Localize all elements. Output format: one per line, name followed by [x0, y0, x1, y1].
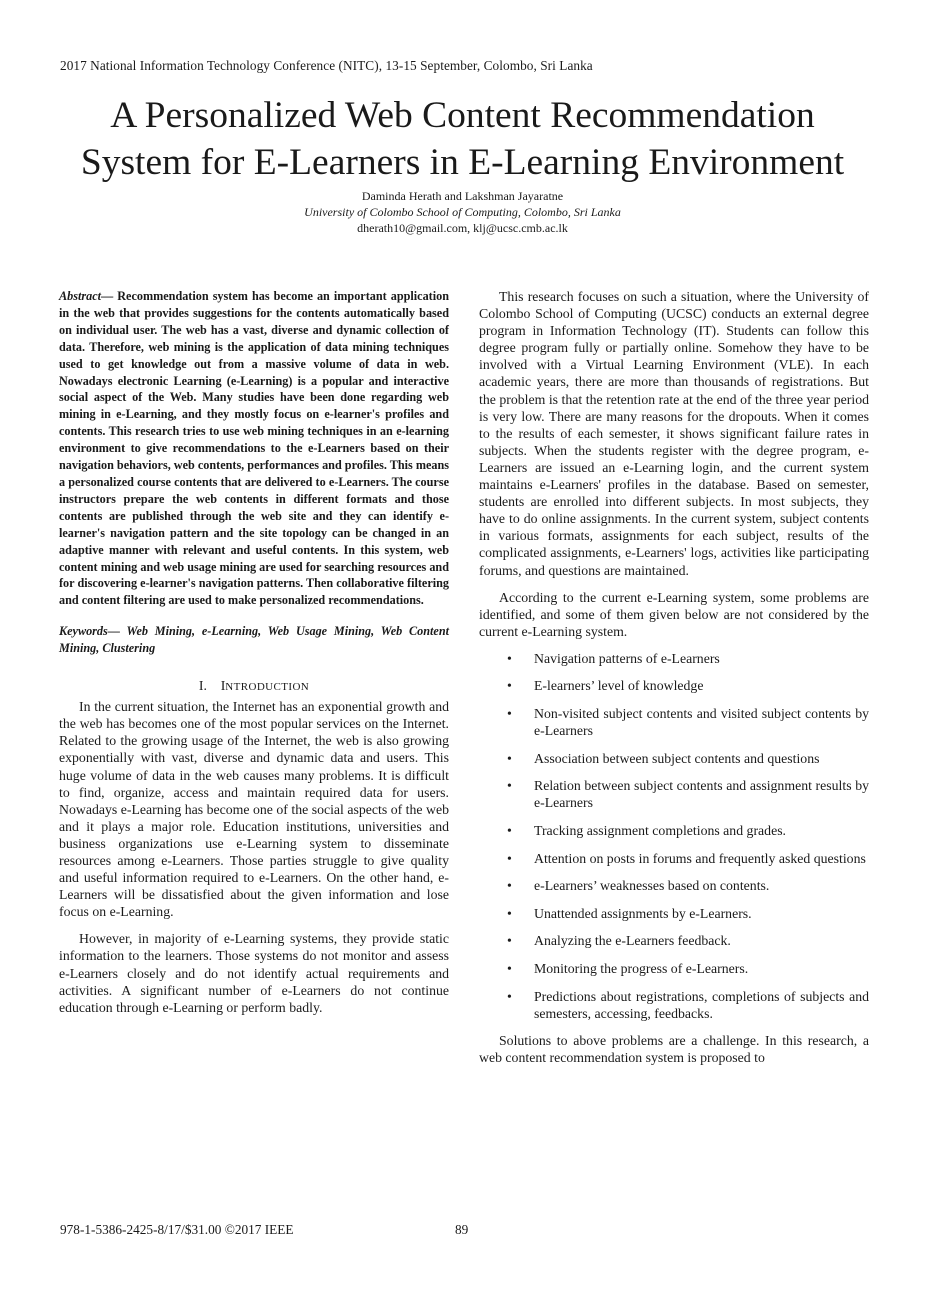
right-column [479, 288, 869, 1066]
section-number: I. [198, 678, 207, 694]
authors: Daminda Herath and Lakshman Jayaratne [361, 189, 564, 203]
list-item: • Navigation patterns of e-Learners [507, 650, 720, 666]
list-item: • Tracking assignment completions and grades. [507, 823, 787, 839]
title-line-2: System for E-Learners in E-Learning Environment [80, 142, 845, 183]
list-item: • Attention on posts in forums and frequently asked questions [507, 850, 866, 866]
list-item: • Association between subject contents and questions [507, 750, 820, 766]
emails: dherath10@gmail.com, klj@ucsc.cmb.ac.lk [357, 221, 568, 235]
list-item: • Unattended assignments by e-Learners. [507, 905, 752, 921]
abstract [59, 288, 449, 609]
right-paragraph-2: According to the current e-Learning system, some problems are identified, and some of them given below are not considered by the current e-Learning system. [479, 589, 869, 639]
keywords-label: Keywords [59, 624, 108, 639]
title-line-1: A Personalized Web Content Recommendation [110, 95, 815, 136]
left-column [59, 288, 449, 1016]
list-item: • Non-visited subject contents and visited subject contents by e-Learners [507, 706, 869, 739]
bullet-icon: • [507, 878, 512, 894]
problem-list [479, 650, 869, 1022]
bullet-icon: • [507, 961, 512, 976]
list-item: • E-learners’ level of knowledge [507, 678, 704, 694]
conference-header: 2017 National Information Technology Conference (NITC), 13-15 September, Colombo, Sri Lanka [60, 58, 593, 73]
list-item: • Analyzing the e-Learners feedback. [507, 933, 731, 949]
author-block [0, 188, 925, 236]
bullet-icon: • [507, 823, 512, 839]
paper-title [0, 92, 925, 186]
intro-paragraph-2: However, in majority of e-Learning systems, they provide static information to the learners. Those systems do not monitor and assess e-Learners closely and do not identify actual requirements and activities. A significant number of e-Learners do not continue education through e-Learning or perform badly. [59, 931, 449, 1015]
abstract-text: — Recommendation system has become an important application in the web that provides suggestions for the contents automatically based on individual user. The web has a vast, diverse and dynamic collection of data. Therefore, web mining is the application of data mining techniques used to get knowledge out from a massive volume of data in web. Nowadays electronic Learning (e-Learning) is a popular and interactive social aspect of the Web. Many studies have been done regarding web mining in e-Learning, and they mostly focus on e-learner's profiles and contents. This research tries to use web mining techniques in an e-learning environment to give recommendations to the e-Learners based on their navigation behaviors, web contents, performances and profiles. This means a personalized course contents that are delivered to e-Learners. The course instructors prepare the web contents in different formats and those contents are published through the web site and they can identify e-learner's navigation pattern and the site topology can be changed in an adaptive manner with relevant and useful contents. In this system, web content mining and web usage mining are used for searching resources and for discovering e-learner's navigation patterns. Then collaborative filtering and content filtering are used to make personalized recommendations. [59, 289, 449, 608]
intro-paragraph-1: In the current situation, the Internet has an exponential growth and the web has becomes one of the most popular services on the Internet. Related to the growing usage of the Internet, the web is also growing exponentially with vast, diverse and dynamic data and users. This huge volume of data in the web causes many problems. It is difficult to find, organize, access and maintain required data for users. Nowadays e-Learning has become one of the social aspects of the web and it plays a major role. Education institutions, universities and business organizations use e-Learning system to disseminate resources among e-Learners. Those parties struggle to give quality and useful information required to e-Learners. On the other hand, e-Learners will be dissatisfied about the given information and lose focus on e-Learning. [59, 699, 449, 920]
list-item: • Relation between subject contents and assignment results by e-Learners [507, 778, 869, 811]
list-item: • e-Learners’ weaknesses based on contents. [507, 878, 770, 894]
list-item: • Predictions about registrations, completions of subjects and semesters, accessing, feedbacks. [507, 988, 869, 1021]
section-heading-introduction [59, 677, 449, 696]
bullet-icon: • [507, 778, 512, 794]
list-item: • Monitoring the progress of e-Learners. [507, 961, 749, 976]
bullet-icon: • [507, 988, 512, 1004]
section-initial: I [220, 678, 226, 694]
bullet-icon: • [507, 933, 512, 949]
page-number: 89 [455, 1222, 469, 1237]
bullet-icon: • [507, 706, 512, 722]
bullet-icon: • [507, 650, 512, 666]
bullet-icon: • [507, 678, 512, 694]
keywords-text: — Web Mining, e-Learning, Web Usage Mining, Web Content Mining, Clustering [59, 624, 449, 656]
affiliation: University of Colombo School of Computing, Colombo, Sri Lanka [304, 205, 621, 219]
keywords [59, 623, 449, 657]
right-closing-paragraph: Solutions to above problems are a challenge. In this research, a web content recommendation system is proposed to [479, 1033, 869, 1066]
footer-isbn: 978-1-5386-2425-8/17/$31.00 ©2017 IEEE [60, 1222, 294, 1237]
section-rest: NTRODUCTION [225, 681, 310, 694]
bullet-icon: • [507, 905, 512, 921]
abstract-label: Abstract [59, 289, 101, 303]
bullet-icon: • [507, 850, 512, 866]
bullet-icon: • [507, 750, 512, 766]
right-paragraph-1: This research focuses on such a situation, where the University of Colombo School of Computing (UCSC) conducts an external degree program in Information Technology (IT). Students can follow this degree program fully or partially online. Somehow they have to be involved with a Virtual Learning Environment (VLE). In each academic years, there are more than thousands of registrations. But the problem is that the retention rate at the end of the three year period is very low. There are many reasons for the dropouts. When it comes to the results of each semester, it shows significant failure rates in subjects. When the students register with the degree program, e-Learners are issued an e-Learning login, and the current system maintains e-Learners' profiles in the database. Based on semester, students are enrolled into different subjects. In most subjects, they have to do online assignments. In the current system, subject contents in various formats, assignments for each subject, results of the complicated assignments, e-Learners' logs, activities like participating forums, and questions are maintained. [479, 289, 869, 578]
